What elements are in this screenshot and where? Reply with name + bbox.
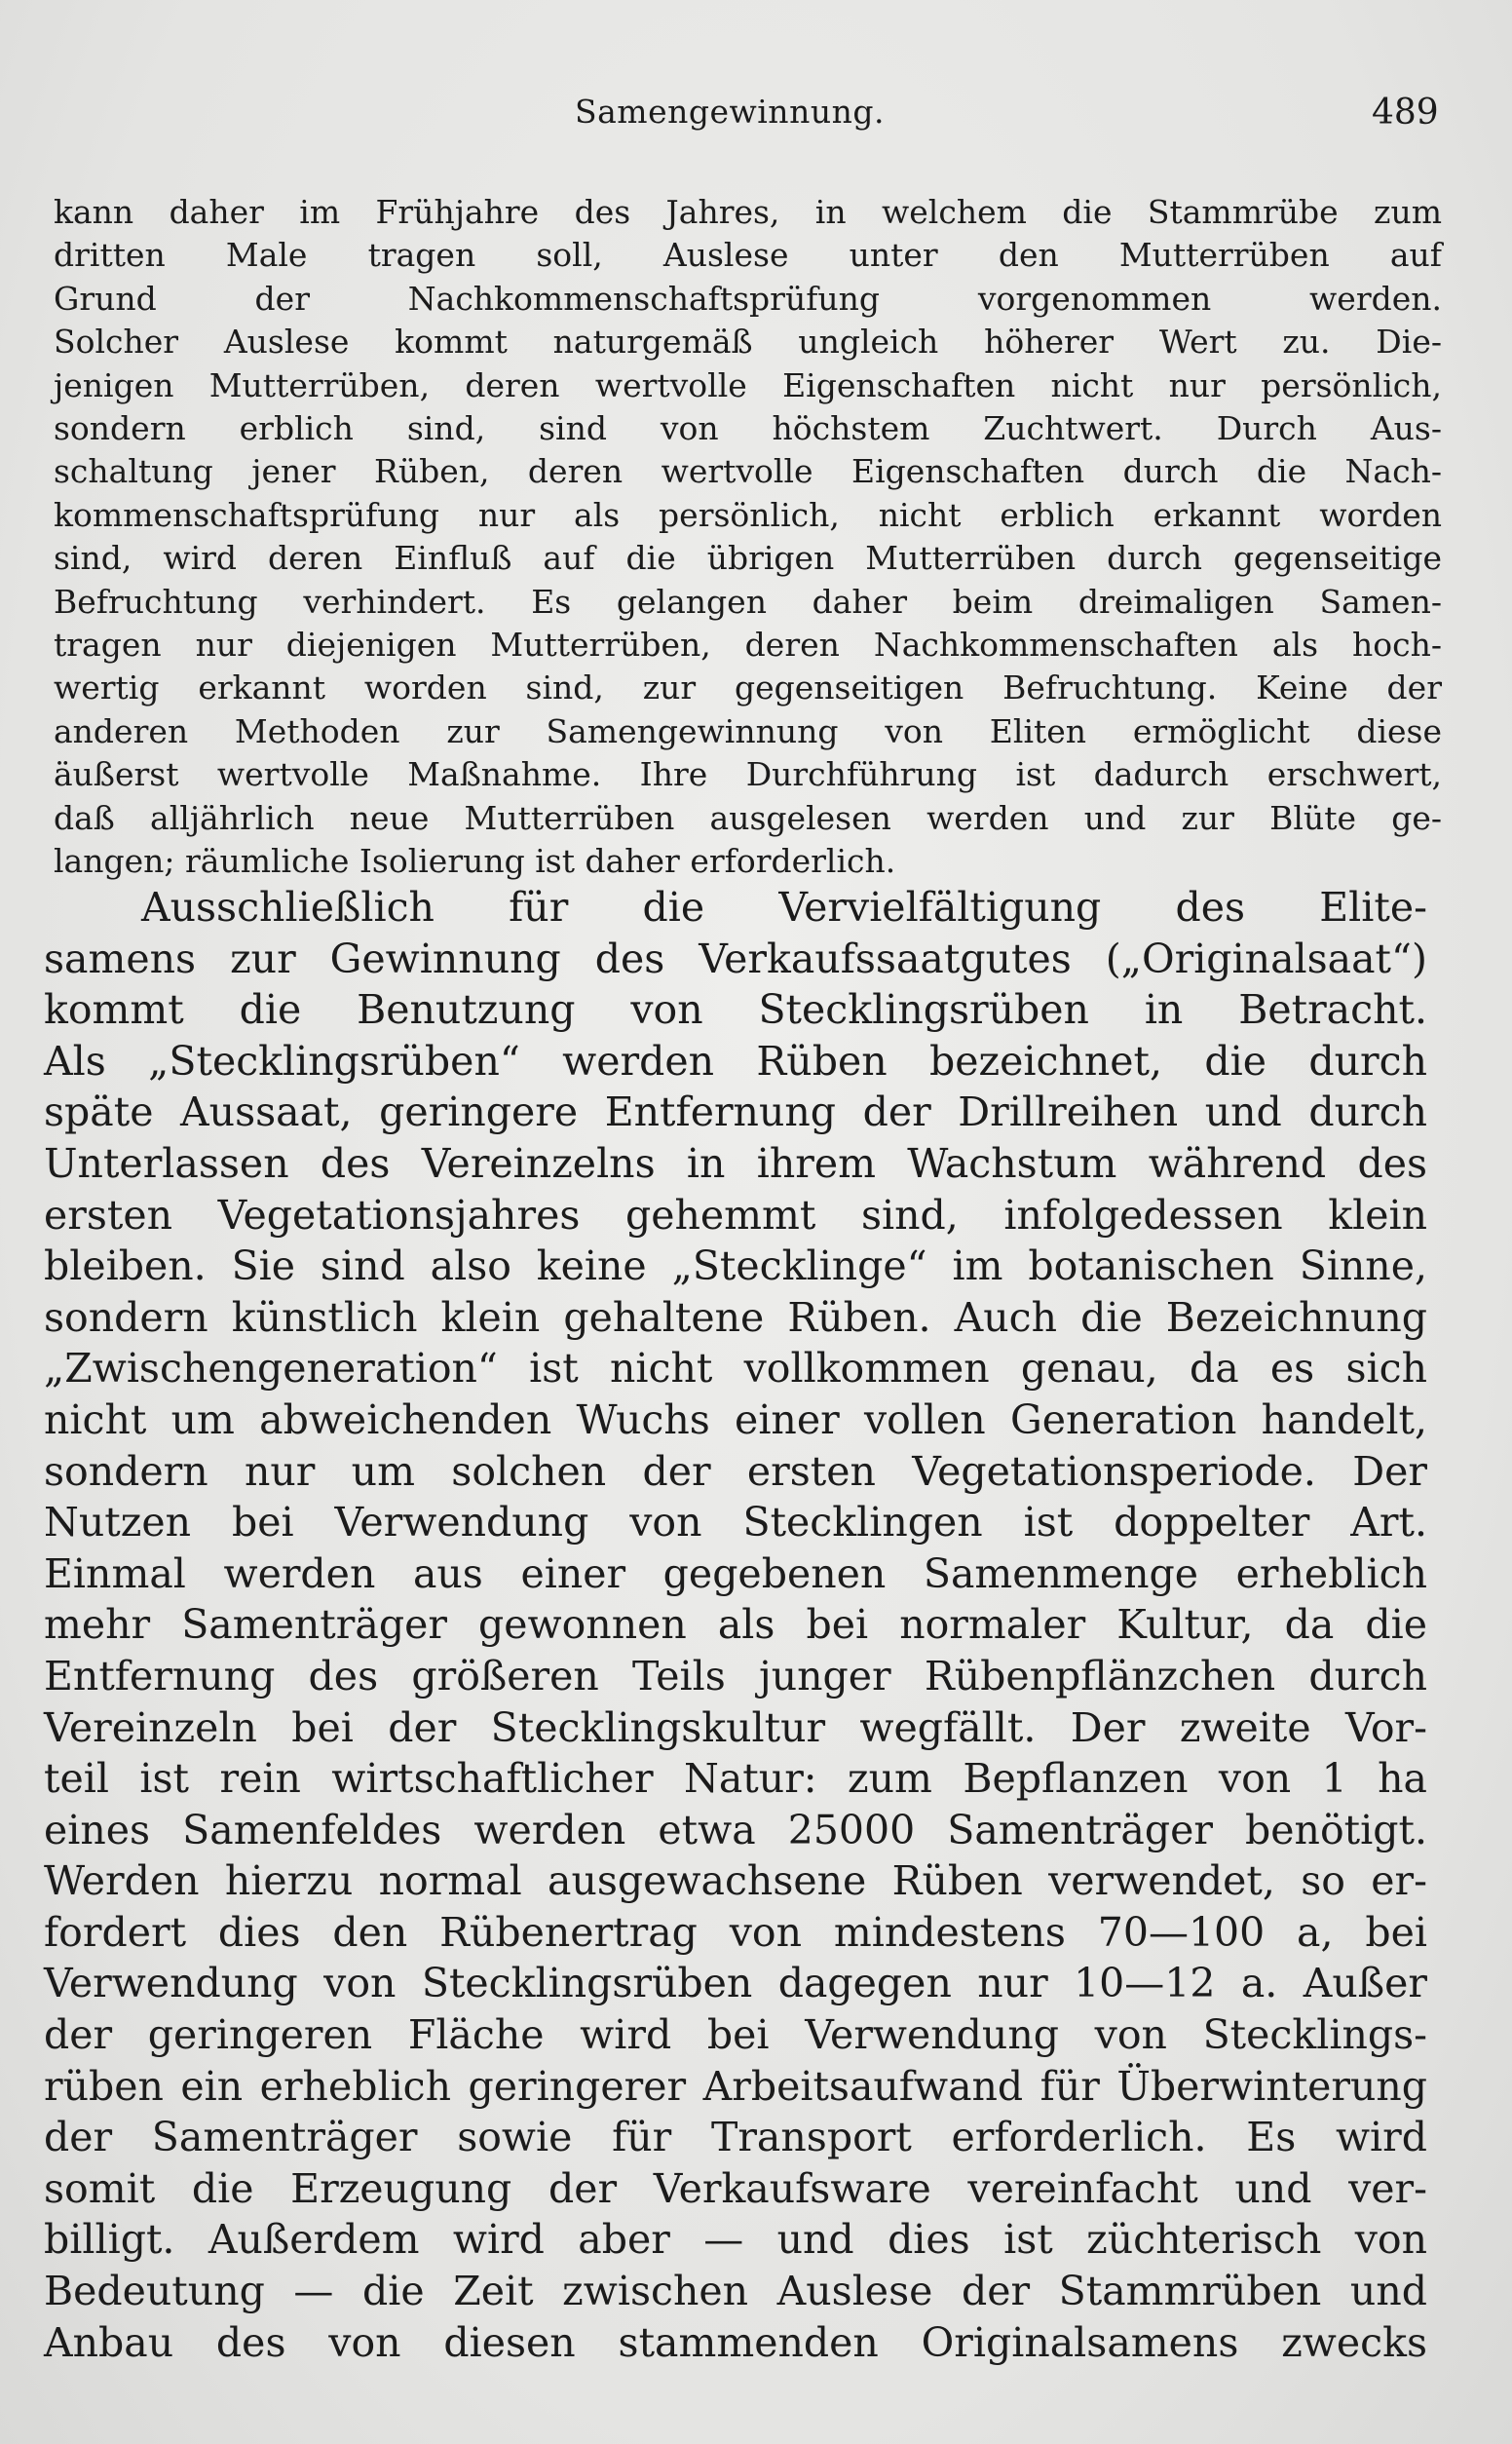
text-line: langen; räumliche Isolierung ist daher erforderlich. (54, 842, 896, 881)
text-line: Verwendung von Stecklingsrüben dagegen nur 10—12 a. Außer (44, 1960, 1427, 2007)
page-number: 489 (1372, 93, 1439, 133)
text-line: anderen Methoden zur Samengewinnung von Eliten ermöglicht diese (54, 711, 1442, 750)
running-head: Samengewinnung. (575, 93, 885, 131)
text-line: Unterlassen des Vereinzelns in ihrem Wachstum während des (44, 1139, 1427, 1187)
text-line: sondern künstlich klein gehaltene Rüben. Auch die Bezeichnung (44, 1293, 1427, 1341)
text-line: äußerst wertvolle Maßnahme. Ihre Durchführung ist dadurch erschwert, (54, 755, 1442, 794)
text-line: fordert dies den Rübenertrag von mindestens 70—100 a, bei (44, 1908, 1427, 1956)
text-line: somit die Erzeugung der Verkaufsware vereinfacht und ver- (44, 2164, 1427, 2212)
text-line: samens zur Gewinnung des Verkaufssaatgutes („Originalsaat“) (44, 935, 1427, 982)
text-line: mehr Samenträger gewonnen als bei normaler Kultur, da die (44, 1601, 1427, 1649)
text-line: „Zwischengeneration“ ist nicht vollkommen genau, da es sich (44, 1345, 1427, 1393)
text-line: kommt die Benutzung von Stecklingsrüben in Betracht. (44, 986, 1427, 1034)
page-header (0, 93, 1512, 141)
text-line: Nutzen bei Verwendung von Stecklingen ist doppelter Art. (44, 1499, 1427, 1547)
text-line: kommenschaftsprüfung nur als persönlich, nicht erblich erkannt worden (54, 495, 1442, 534)
text-line: Vereinzeln bei der Stecklingskultur wegfällt. Der zweite Vor- (44, 1703, 1427, 1751)
text-line: Grund der Nachkommenschaftsprüfung vorgenommen werden. (54, 279, 1442, 318)
text-line: wertig erkannt worden sind, zur gegenseitigen Befruchtung. Keine der (54, 668, 1442, 707)
main-paragraph (44, 882, 1427, 2368)
text-line: Einmal werden aus einer gegebenen Samenmenge erheblich (44, 1549, 1427, 1597)
text-line: Als „Stecklingsrüben“ werden Rüben bezeichnet, die durch (44, 1037, 1427, 1085)
text-line: kann daher im Frühjahre des Jahres, in welchem die Stammrübe zum (54, 193, 1442, 231)
text-line: Befruchtung verhindert. Es gelangen daher beim dreimaligen Samen- (54, 582, 1442, 621)
text-line: sondern erblich sind, sind von höchstem Zuchtwert. Durch Aus- (54, 409, 1442, 448)
text-line: Entfernung des größeren Teils junger Rübenpflänzchen durch (44, 1652, 1427, 1699)
text-line: dritten Male tragen soll, Auslese unter den Mutterrüben auf (54, 236, 1442, 275)
text-line: Anbau des von diesen stammenden Originalsamens zwecks (44, 2318, 1427, 2366)
text-line: tragen nur diejenigen Mutterrüben, deren Nachkommenschaften als hoch- (54, 626, 1442, 665)
text-line: teil ist rein wirtschaftlicher Natur: zum Bepflanzen von 1 ha (44, 1755, 1427, 1803)
text-line: schaltung jener Rüben, deren wertvolle Eigenschaften durch die Nach- (54, 452, 1442, 491)
text-line: ersten Vegetationsjahres gehemmt sind, infolgedessen klein (44, 1191, 1427, 1239)
text-line: eines Samenfeldes werden etwa 25000 Samenträger benötigt. (44, 1806, 1427, 1853)
small-print-paragraph (54, 191, 1442, 884)
text-line: Ausschließlich für die Vervielfältigung des Elite- (141, 884, 1427, 931)
text-line: Solcher Auslese kommt naturgemäß ungleich höherer Wert zu. Die- (54, 323, 1442, 362)
text-line: sondern nur um solchen der ersten Vegetationsperiode. Der (44, 1447, 1427, 1495)
text-line: nicht um abweichenden Wuchs einer vollen Generation handelt, (44, 1395, 1427, 1443)
text-line: bleiben. Sie sind also keine „Stecklinge“ im botanischen Sinne, (44, 1242, 1427, 1290)
text-line: späte Aussaat, geringere Entfernung der Drillreihen und durch (44, 1088, 1427, 1136)
text-line: Werden hierzu normal ausgewachsene Rüben verwendet, so er- (44, 1857, 1427, 1905)
text-line: Bedeutung — die Zeit zwischen Auslese der Stammrüben und (44, 2268, 1427, 2315)
text-line: der geringeren Fläche wird bei Verwendung von Stecklings- (44, 2011, 1427, 2059)
text-line: billigt. Außerdem wird aber — und dies ist züchterisch von (44, 2216, 1427, 2264)
text-line: sind, wird deren Einfluß auf die übrigen Mutterrüben durch gegenseitige (54, 539, 1442, 578)
text-line: der Samenträger sowie für Transport erforderlich. Es wird (44, 2114, 1427, 2161)
text-line: rüben ein erheblich geringerer Arbeitsaufwand für Überwinterung (44, 2062, 1427, 2110)
text-line: jenigen Mutterrüben, deren wertvolle Eigenschaften nicht nur persönlich, (54, 365, 1442, 404)
text-line: daß alljährlich neue Mutterrüben ausgelesen werden und zur Blüte ge- (54, 798, 1442, 837)
